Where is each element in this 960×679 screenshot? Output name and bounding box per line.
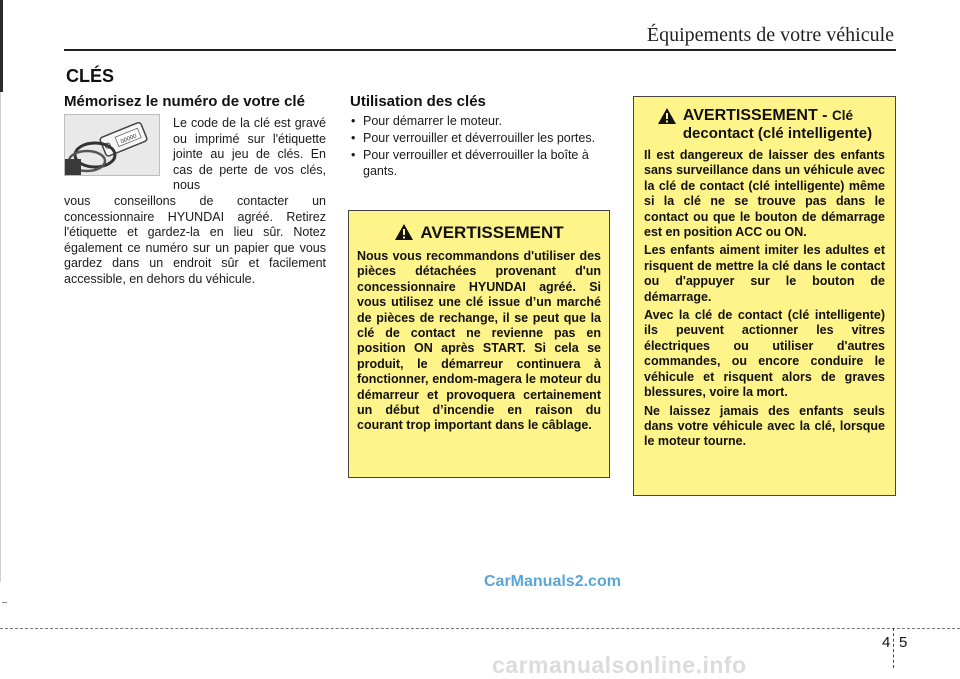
warning-triangle-icon xyxy=(657,107,677,125)
left-edge-line xyxy=(0,92,1,582)
warning-heading xyxy=(357,223,601,243)
warning-paragraph: Il est dangereux de laisser des enfants sans surveillance dans un véhicule avec la clé de contact (clé intelligente) même si la clé ne se trouve pas dans le contact ou que le bouton de démarrage est en position ACC ou ON. xyxy=(644,148,885,240)
chapter-number: 4 xyxy=(882,634,891,651)
warning-triangle-icon xyxy=(394,223,414,241)
left-edge-bar xyxy=(0,0,3,92)
warning-text: Nous vous recommandons d'utiliser des pièces détachées provenant d'un concessionnaire HYUNDAI agréé. Si vous utilisez une clé issue d’un marché de pièces de rechange, il se peut que la clé de contact ne revienne pas en position ON après START. Si cela se produit, le démarreur continuera à fonctionner, endom-magera le moteur du démarreur et provoquera certainement un début d’incendie en raison du courant trop important dans le câblage. xyxy=(357,249,601,433)
footer-rule xyxy=(0,628,960,629)
memorize-text-beside-image: Le code de la clé est gravé ou imprimé sur l'étiquette jointe au jeu de clés. En cas de perte de vos clés, nous xyxy=(173,116,326,192)
list-item: • Pour verrouiller et déverrouiller les portes. xyxy=(351,131,596,145)
page-number: 5 xyxy=(899,634,908,651)
key-tag-image xyxy=(64,114,160,176)
bottom-watermark: carmanualsonline.info xyxy=(492,652,747,678)
section-title: CLÉS xyxy=(66,66,115,86)
key-tag-code: 00000 xyxy=(120,133,138,146)
page-number-separator xyxy=(893,628,894,668)
memorize-text-below: vous conseillons de contacter un concessionnaire HYUNDAI agréé. Retirez l'étiquette et gardez-la en lieu sûr. Notez également ce numéro sur un papier que vous gardez dans un endroit sûr et facilement accessible, en dehors du véhicule. xyxy=(64,194,326,286)
margin-tick xyxy=(2,602,7,603)
watermark-link[interactable]: CarManuals2.com xyxy=(484,573,621,590)
list-item: • Pour verrouiller et déverrouiller la boîte à gants. xyxy=(351,148,589,178)
key-ring-icon xyxy=(65,115,160,176)
warning-title: AVERTISSEMENT - Clé decontact (clé intelligente) xyxy=(682,107,873,142)
chapter-title: Équipements de votre véhicule xyxy=(646,24,894,46)
warning-title: AVERTISSEMENT xyxy=(420,223,564,242)
memorize-heading: Mémorisez le numéro de votre clé xyxy=(64,93,305,110)
usage-heading: Utilisation des clés xyxy=(350,93,486,110)
usage-list xyxy=(350,113,612,180)
warning-heading xyxy=(644,107,885,142)
warning-text xyxy=(644,148,885,450)
warning-paragraph: Avec la clé de contact (clé intelligente) ils peuvent actionner les vitres électriques ou utiliser d'autres commandes, ou encore conduire le véhicule et risquent alors de graves blessures, voire la mort. xyxy=(644,308,885,400)
warning-paragraph: Les enfants aiment imiter les adultes et risquent de mettre la clé dans le contact ou d'appuyer sur le bouton de démarrage. xyxy=(644,243,885,304)
warning-box-children xyxy=(633,96,896,496)
warning-paragraph: Ne laissez jamais des enfants seuls dans votre véhicule avec la clé, lorsque le moteur tourne. xyxy=(644,403,885,449)
warning-box-parts xyxy=(348,210,610,478)
list-item: • Pour démarrer le moteur. xyxy=(351,114,502,128)
header-rule xyxy=(64,49,896,51)
